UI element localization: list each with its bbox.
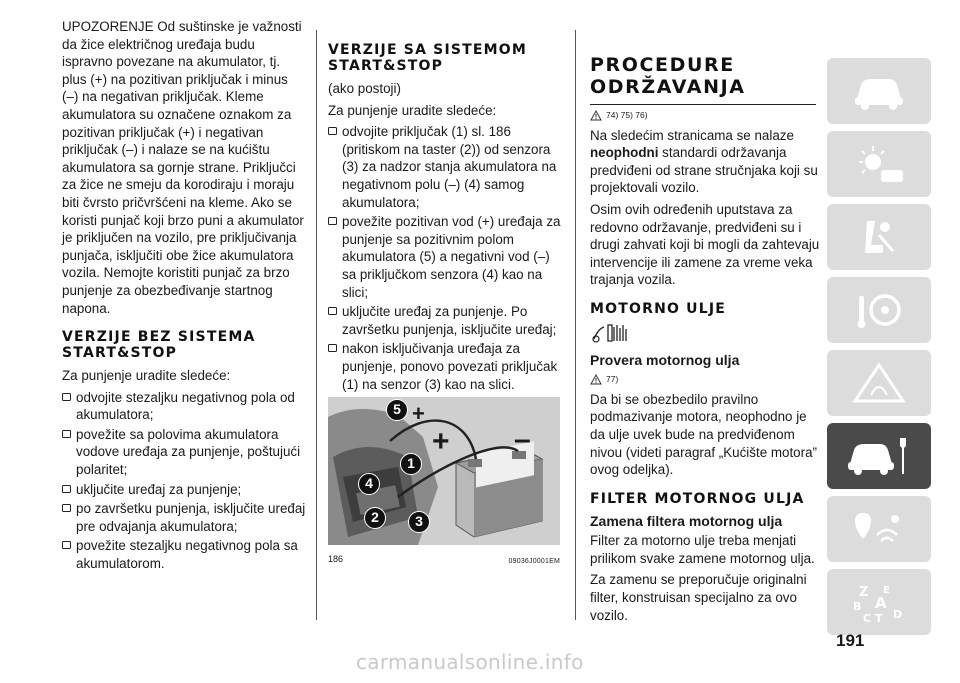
figure-number: 186 <box>328 554 344 565</box>
bullet-list-with-start-stop <box>328 123 564 393</box>
minus-sign-large: – <box>514 423 531 457</box>
index-letter: Z <box>859 585 869 600</box>
tab-starting-driving[interactable] <box>827 277 931 343</box>
lead-text: Za punjenje uradite sledeće: <box>328 102 497 118</box>
index-letter: B <box>853 600 862 613</box>
checkbox-bullet-icon <box>62 393 71 401</box>
index-letter: C <box>863 612 872 624</box>
battery-charging-figure <box>328 397 560 545</box>
watermark: carmanualsonline.info <box>356 650 584 674</box>
steering-key-icon <box>849 288 909 332</box>
page-number: 191 <box>836 631 865 650</box>
warning-references: 77) <box>590 371 822 389</box>
warning-paragraph: UPOZORENJE Od suštinske je važnosti da žice električnog uređaja budu ispravno povezane na akumulator, tj. plus (+) na pozitivan priključak i minus (–) na negativan priključak. Kleme akumulatora su označene oznakom za pozitivan priključak (+) i negativan priključak (–) i nalaze se na kućištu akumulatora sa gornje strane. Priključci za žice ne smeju da korodiraju i moraju biti čvrsto pričvršćeni na kleme. Ako se koristi punjač koji brzo puni a akumulator je priključen na vozilo, pre priključivanja punjača, isključiti obe žice akumulatora vozila. Nemojte koristiti punjač za brzo punjenje za obezbeđivanje startnog napona. <box>62 19 304 316</box>
checkbox-bullet-icon <box>62 504 71 512</box>
figure-code: 09036J0001EM <box>508 558 560 566</box>
seat-airbag-icon <box>849 215 909 259</box>
chapter-tabs <box>827 58 933 642</box>
tab-index[interactable] <box>827 569 931 635</box>
title-rule <box>590 104 816 105</box>
callout-1: 1 <box>400 453 422 475</box>
section-heading-with-start-stop: VERZIJE SA SISTEMOM START&STOP <box>328 42 528 74</box>
warning-triangle-icon <box>590 110 602 121</box>
checkbox-bullet-icon <box>62 430 71 438</box>
index-letter: T <box>875 612 883 624</box>
warning-references: 74) 75) 76) <box>590 107 822 125</box>
tab-multimedia[interactable] <box>827 496 931 562</box>
list-item: odvojite stezaljku negativnog pola od akumulatora; <box>62 389 306 424</box>
checkbox-bullet-icon <box>328 344 337 352</box>
paragraph: Da bi se obezbedilo pravilno podmazivanje motora, neophodno je da ulje uvek bude na predviđenom nivou (videti paragraf „Kućište motora” ovog odeljka). <box>590 391 817 478</box>
subheading-oil-check: Provera motornog ulja <box>590 351 740 368</box>
checkbox-bullet-icon <box>62 485 71 493</box>
tab-lights[interactable] <box>827 131 931 197</box>
list-item: nakon isključivanja uređaja za punjenje, ponovo povezati priključak (1) na senzor (3) kao na slici. <box>328 340 564 393</box>
plus-sign-small: + <box>412 401 425 427</box>
car-wrench-icon <box>844 434 914 478</box>
callout-2: 2 <box>364 507 386 529</box>
paragraph: Filter za motorno ulje treba menjati prilikom svake zamene motornog ulja. <box>590 533 815 566</box>
column-middle <box>328 42 564 571</box>
figure-caption <box>328 551 560 571</box>
list-item: povežite stezaljku negativnog pola sa akumulatorom. <box>62 537 306 572</box>
bullet-list-without-start-stop <box>62 389 306 573</box>
callout-5: 5 <box>386 399 408 421</box>
tab-maintenance[interactable] <box>827 423 931 489</box>
optional-note: (ako postoji) <box>328 81 401 96</box>
section-heading-without-start-stop: VERZIJE BEZ SISTEMA START&STOP <box>62 329 256 362</box>
column-left <box>62 18 306 575</box>
list-item: uključite uređaj za punjenje. Po završetku punjenja, isključite uređaj; <box>328 303 564 338</box>
callout-3: 3 <box>408 511 430 533</box>
plus-sign-large: + <box>432 425 450 459</box>
paragraph: Osim ovih određenih uputstava za redovno održavanje, predviđeni su i drugi zahvati koji bi mogli da zahtevaju intervencije ili zamene za vreme veka trajanja vozila. <box>590 201 820 288</box>
warning-road-icon <box>849 361 909 405</box>
subheading-filter-replace: Zamena filtera motornog ulja <box>590 512 783 529</box>
tab-dashboard[interactable] <box>827 58 931 124</box>
checkbox-bullet-icon <box>328 127 337 135</box>
column-right <box>590 16 822 628</box>
environment-icons <box>590 323 822 348</box>
column-divider <box>316 30 317 620</box>
page-title: PROCEDURE ODRŽAVANJA <box>590 54 746 98</box>
paragraph: Za zamenu se preporučuje originalni filter, konstruisan specijalno za ovo vozilo. <box>590 572 807 623</box>
checkbox-bullet-icon <box>328 307 337 315</box>
lights-sun-icon <box>849 142 909 186</box>
list-item: po završetku punjenja, isključite uređaj pre odvajanja akumulatora; <box>62 500 306 535</box>
section-heading-engine-oil: MOTORNO ULJE <box>590 300 727 317</box>
index-letter: A <box>875 594 887 612</box>
tab-emergency[interactable] <box>827 350 931 416</box>
list-item: povežite pozitivan vod (+) uređaja za punjenje sa pozitivnim polom akumulatora (5) a negativni vod (–) sa priključkom senzora (4) kao na slici; <box>328 213 564 301</box>
index-letter: D <box>893 608 903 621</box>
tab-safety[interactable] <box>827 204 931 270</box>
section-heading-oil-filter: FILTER MOTORNOG ULJA <box>590 490 805 507</box>
warning-triangle-icon <box>590 374 602 385</box>
index-letter: E <box>883 585 890 596</box>
lead-text: Za punjenje uradite sledeće: <box>62 368 231 384</box>
list-item: odvojite priključak (1) sl. 186 (pritiskom na taster (2)) od senzora (3) za nadzor stanja akumulatora na negativnom polu (–) (4) samog akumulatora; <box>328 123 564 211</box>
oil-drop-recycle-icon <box>590 323 632 343</box>
car-dashboard-icon <box>849 69 909 113</box>
navigation-media-icon <box>849 507 909 551</box>
checkbox-bullet-icon <box>62 541 71 549</box>
callout-4: 4 <box>358 473 380 495</box>
list-item: povežite sa polovima akumulatora vodove uređaja za punjenje, poštujući polaritet; <box>62 426 306 479</box>
list-item: uključite uređaj za punjenje; <box>62 481 306 499</box>
intro-paragraph: Na sledećim stranicama se nalaze neophodni standardi održavanja predviđeni od strane stručnjaka koji su projektovali vozilo. <box>590 127 818 196</box>
battery-illustration <box>328 397 560 545</box>
column-divider <box>575 30 576 620</box>
checkbox-bullet-icon <box>328 217 337 225</box>
alphabet-index-icon <box>849 580 909 624</box>
